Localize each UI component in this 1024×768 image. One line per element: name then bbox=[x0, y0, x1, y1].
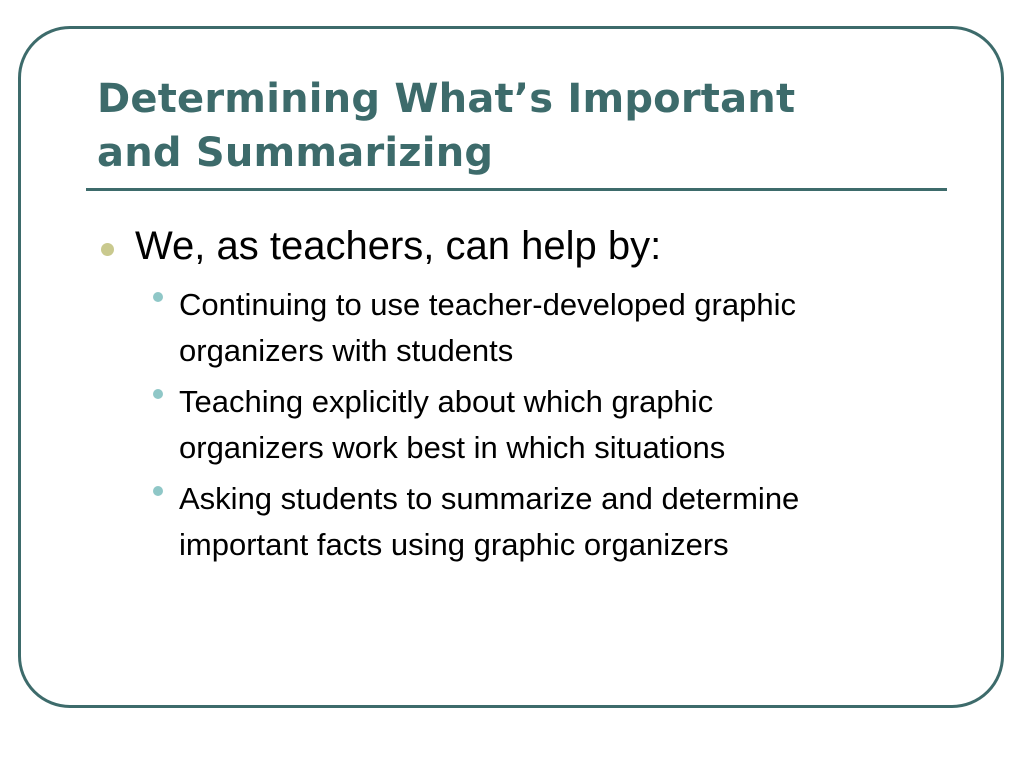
subbullet-3-line-1: Asking students to summarize and determine bbox=[179, 481, 800, 516]
bullet-dot-icon bbox=[101, 243, 114, 256]
subbullet-dot-icon bbox=[153, 292, 163, 302]
subbullet-3 bbox=[179, 476, 939, 568]
bullet-main: We, as teachers, can help by: bbox=[135, 224, 662, 268]
title-line-2: and Summarizing bbox=[97, 130, 494, 176]
subbullet-dot-icon bbox=[153, 486, 163, 496]
subbullet-1 bbox=[179, 282, 939, 374]
subbullet-3-line-2: important facts using graphic organizers bbox=[179, 527, 729, 562]
subbullet-dot-icon bbox=[153, 389, 163, 399]
subbullet-1-line-2: organizers with students bbox=[179, 333, 514, 368]
subbullet-2-line-2: organizers work best in which situations bbox=[179, 430, 726, 465]
title-line-1: Determining What’s Important bbox=[97, 76, 796, 122]
subbullet-1-line-1: Continuing to use teacher-developed graphic bbox=[179, 287, 796, 322]
subbullet-2 bbox=[179, 379, 939, 471]
subbullet-2-line-1: Teaching explicitly about which graphic bbox=[179, 384, 714, 419]
